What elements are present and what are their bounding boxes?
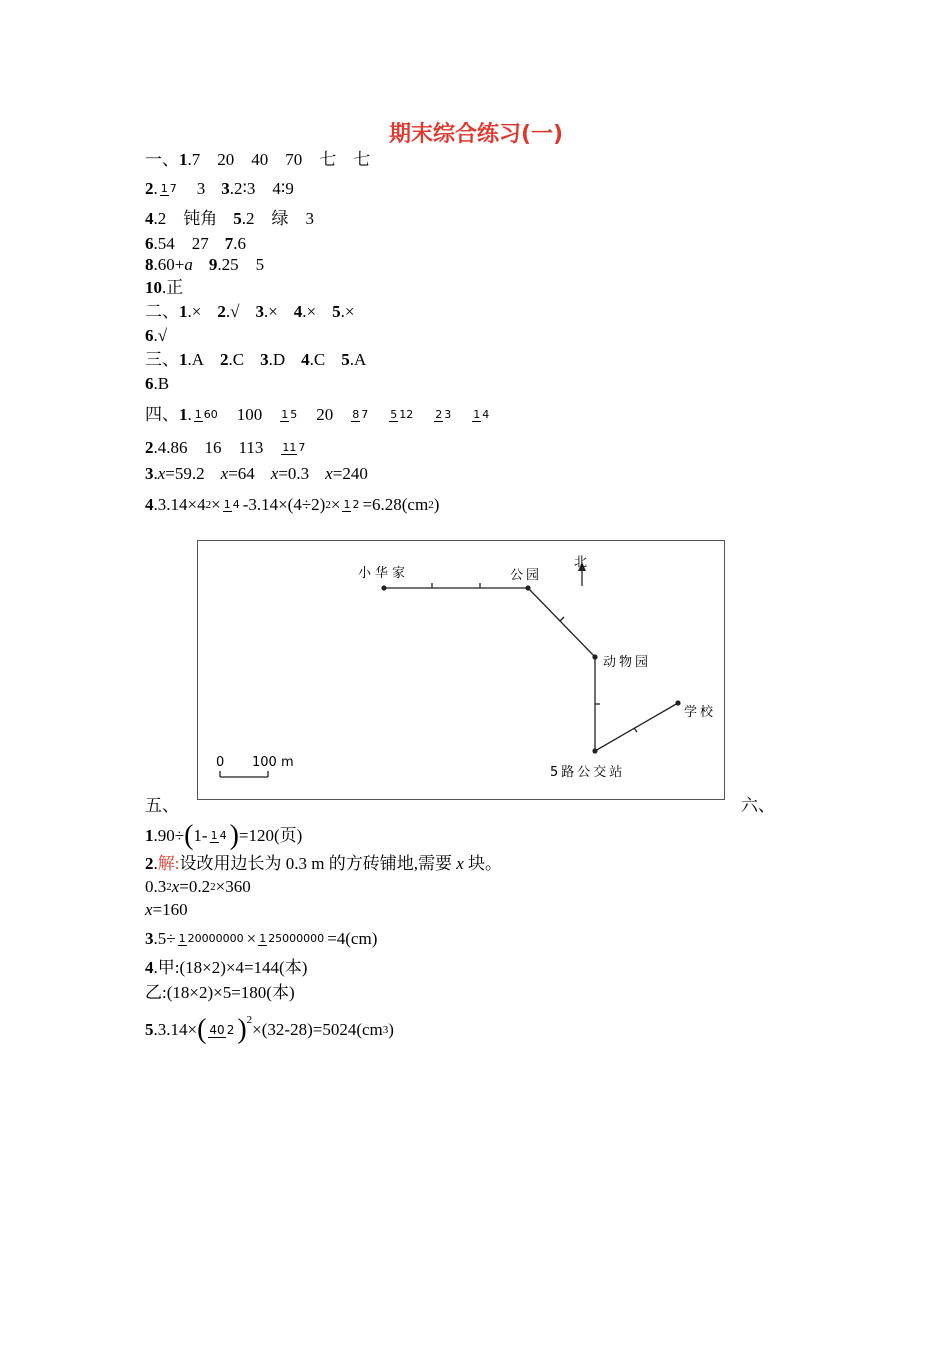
label-scale-zero: 0 [216,755,225,770]
s2-line2: 6 .√ [145,326,168,345]
s6-line3: 0.3 2 x =0.2 2 ×360 [145,877,251,896]
s6-line8: 5 .3.14× ( 40 2 ) $^2$ ×(32-28)=5024(cm 3 ) [145,1014,394,1045]
fraction: 1 4 [223,498,240,511]
s3-line1: 三、 1 .A 2 .C 3 .D 4 .C 5 .A [145,350,367,369]
s6-line7: 乙:(18×2)×5=180(本) [145,983,295,1002]
s6-head-line [741,795,775,817]
s4-line1: 四、 1 . 1 60 100 1 5 20 8 7 5 12 2 3 1 4 [145,405,490,424]
fraction: 1 2 [343,498,360,511]
route-park-zoo [528,588,595,657]
s6-line1: 1 .90÷ ( 1- 1 4 ) =120(页) [145,820,303,851]
s1-line1: 一、 1 .7 20 40 70 七 七 [145,150,371,169]
s1-line2: 2 . 1 7 3 3 .2∶3 4∶9 [145,179,294,198]
label-zoo: 动物园 [603,655,652,670]
s1-line3: 4 .2 钝角 5 .2 绿 3 [145,209,314,228]
s2-line1: 二、 1 .× 2 .√ 3 .× 4 .× 5 .× [145,302,355,321]
fraction: 1 7 [160,182,177,195]
label-park: 公园 [510,568,543,583]
section-head: 五、 [145,796,179,815]
label-bus: 5路公交站 [550,765,626,780]
section-head: 一、 [145,150,179,169]
label-scale-length: 100 m [252,755,294,770]
section-head: 四、 [145,405,179,424]
fraction: 1 4 [473,408,490,421]
fraction: 1 20000000 [178,932,244,945]
label-north: 北 [574,555,588,570]
s6-line2: 2 . 解: 设改用边长为 0.3 m 的方砖铺地,需要 x 块。 [145,854,503,873]
point-school [675,700,680,705]
s6-line6: 4 .甲:(18×2)×4=144(本) [145,958,308,977]
s4-line3: 3 . x = 59.2 x = 64 x = 0.3 x = 240 [145,464,368,483]
route-bus-school [595,703,678,751]
s3-line2: 6 .B [145,374,170,393]
page-title: 期末综合练习(一) [388,122,564,147]
label-school: 学校 [684,705,717,720]
fraction: 1 5 [281,408,298,421]
s1-line5: 8 .60+ a 9 .25 5 [145,255,265,274]
tick [560,617,564,621]
point-bus [592,748,597,753]
fraction: 2 3 [435,408,452,421]
tick [634,728,637,732]
section-head: 三、 [145,350,179,369]
fraction: 5 12 [390,408,414,421]
s1-line4: 6 .54 27 7 .6 [145,234,246,253]
section-head: 二、 [145,302,179,321]
label-home: 小华家 [358,566,410,581]
fraction: 1 4 [210,829,227,842]
section-head: 六、 [741,796,775,815]
point-park [525,585,530,590]
s5-head-line [145,795,179,817]
s1-line6: 10 .正 [145,278,184,297]
point-zoo [592,654,597,659]
s4-line2: 2 .4.86 16 113 11 7 [145,438,306,457]
fraction: 11 7 [282,441,306,454]
point-home [381,585,386,590]
fraction: 1 25000000 [259,932,325,945]
s6-line4: x =160 [145,900,188,919]
s6-line5: 3 .5÷ 1 20000000 × 1 25000000 =4(cm) [145,929,378,948]
fraction: 8 7 [352,408,369,421]
route-map [197,540,725,800]
fraction: 1 60 [194,408,218,421]
s4-line4: 4 .3.14×4 2 × 1 4 -3.14×(4÷2) 2 × 1 2 =6.28(cm 2 ) [145,495,440,514]
fraction: 40 2 [209,1023,235,1037]
